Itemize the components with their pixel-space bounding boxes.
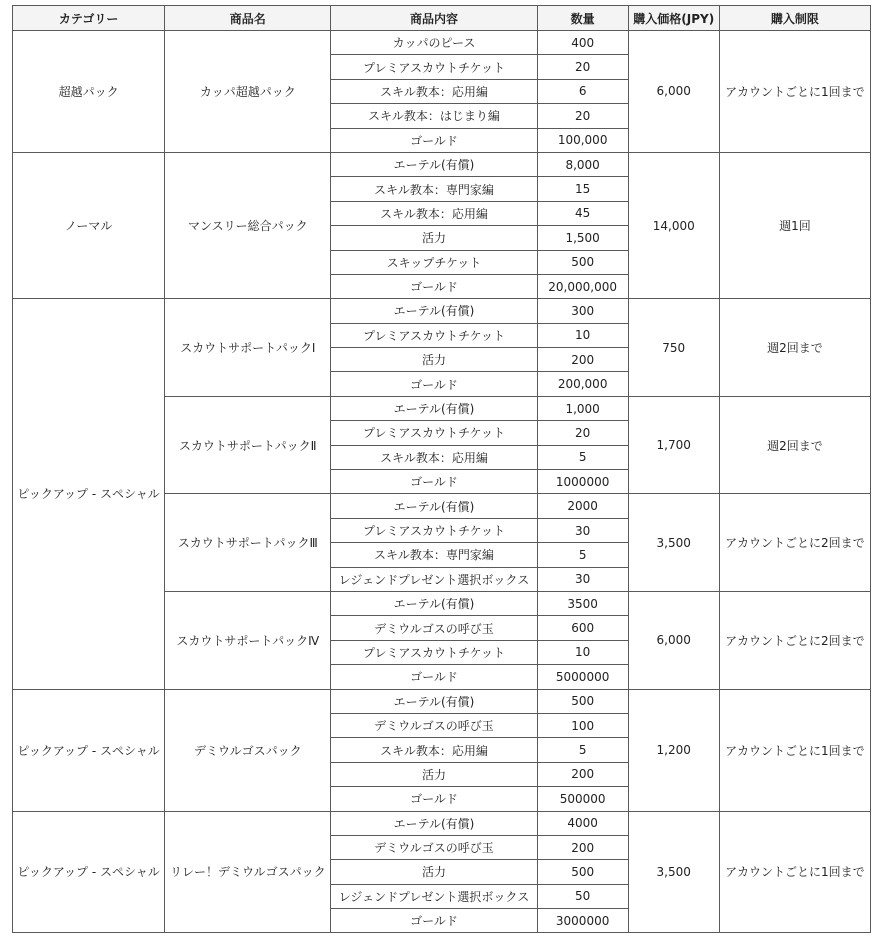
item-quantity-cell: 20: [537, 104, 628, 128]
item-quantity-cell: 20: [537, 55, 628, 79]
item-quantity-cell: 2000: [537, 494, 628, 518]
item-quantity-cell: 10: [537, 323, 628, 347]
category-cell: 超越パック: [13, 31, 165, 153]
price-cell: 750: [628, 299, 719, 397]
item-name-cell: プレミアスカウトチケット: [331, 640, 537, 664]
product-name-cell: スカウトサポートパックⅣ: [165, 591, 331, 689]
item-quantity-cell: 600: [537, 616, 628, 640]
item-name-cell: エーテル(有償): [331, 591, 537, 615]
item-quantity-cell: 3000000: [537, 909, 628, 933]
product-name-cell: スカウトサポートパックⅡ: [165, 396, 331, 494]
header-limit: 購入制限: [719, 6, 870, 31]
header-quantity: 数量: [537, 6, 628, 31]
item-quantity-cell: 1,500: [537, 226, 628, 250]
item-quantity-cell: 10: [537, 640, 628, 664]
product-name-cell: デミウルゴスパック: [165, 689, 331, 811]
item-quantity-cell: 1,000: [537, 396, 628, 420]
category-cell: ピックアップ - スペシャル: [13, 299, 165, 689]
item-quantity-cell: 5: [537, 738, 628, 762]
item-name-cell: ゴールド: [331, 372, 537, 396]
item-name-cell: 活力: [331, 762, 537, 786]
item-quantity-cell: 500000: [537, 787, 628, 811]
price-cell: 6,000: [628, 31, 719, 153]
item-name-cell: プレミアスカウトチケット: [331, 323, 537, 347]
item-name-cell: 活力: [331, 226, 537, 250]
price-cell: 6,000: [628, 591, 719, 689]
item-name-cell: スキル教本：専門家編: [331, 177, 537, 201]
item-name-cell: ゴールド: [331, 787, 537, 811]
table-body: [13, 31, 871, 933]
table-row: [13, 299, 871, 323]
limit-cell: 週2回まで: [719, 299, 870, 397]
item-quantity-cell: 5: [537, 445, 628, 469]
item-name-cell: スキル教本：応用編: [331, 445, 537, 469]
item-quantity-cell: 50: [537, 884, 628, 908]
item-quantity-cell: 300: [537, 299, 628, 323]
item-quantity-cell: 30: [537, 518, 628, 542]
item-quantity-cell: 6: [537, 79, 628, 103]
table-row: [13, 689, 871, 713]
item-name-cell: ゴールド: [331, 274, 537, 298]
item-quantity-cell: 30: [537, 567, 628, 591]
item-name-cell: スキル教本：応用編: [331, 738, 537, 762]
limit-cell: 週1回: [719, 152, 870, 298]
item-name-cell: スキル教本：専門家編: [331, 543, 537, 567]
item-name-cell: スキル教本：応用編: [331, 201, 537, 225]
item-name-cell: プレミアスカウトチケット: [331, 55, 537, 79]
item-quantity-cell: 100: [537, 713, 628, 737]
item-quantity-cell: 200: [537, 762, 628, 786]
price-cell: 14,000: [628, 152, 719, 298]
product-name-cell: カッパ超越パック: [165, 31, 331, 153]
item-quantity-cell: 45: [537, 201, 628, 225]
item-name-cell: プレミアスカウトチケット: [331, 518, 537, 542]
item-name-cell: デミウルゴスの呼び玉: [331, 713, 537, 737]
limit-cell: アカウントごとに2回まで: [719, 591, 870, 689]
item-name-cell: プレミアスカウトチケット: [331, 421, 537, 445]
item-quantity-cell: 500: [537, 860, 628, 884]
price-cell: 3,500: [628, 494, 719, 592]
item-quantity-cell: 15: [537, 177, 628, 201]
item-name-cell: エーテル(有償): [331, 811, 537, 835]
item-name-cell: エーテル(有償): [331, 494, 537, 518]
item-name-cell: レジェンドプレゼント選択ボックス: [331, 567, 537, 591]
item-quantity-cell: 20: [537, 421, 628, 445]
item-quantity-cell: 20,000,000: [537, 274, 628, 298]
product-name-cell: スカウトサポートパックⅢ: [165, 494, 331, 592]
product-name-cell: マンスリー総合パック: [165, 152, 331, 298]
header-contents: 商品内容: [331, 6, 537, 31]
item-quantity-cell: 4000: [537, 811, 628, 835]
item-name-cell: エーテル(有償): [331, 396, 537, 420]
item-name-cell: ゴールド: [331, 909, 537, 933]
header-price: 購入価格(JPY): [628, 6, 719, 31]
category-cell: ピックアップ - スペシャル: [13, 689, 165, 811]
item-name-cell: スキル教本：はじまり編: [331, 104, 537, 128]
product-name-cell: リレー！デミウルゴスパック: [165, 811, 331, 933]
item-quantity-cell: 500: [537, 689, 628, 713]
item-name-cell: スキル教本：応用編: [331, 79, 537, 103]
table-row: [13, 811, 871, 835]
item-name-cell: ゴールド: [331, 128, 537, 152]
item-name-cell: カッパのピース: [331, 31, 537, 55]
item-quantity-cell: 1000000: [537, 470, 628, 494]
price-cell: 1,200: [628, 689, 719, 811]
limit-cell: アカウントごとに1回まで: [719, 31, 870, 153]
item-name-cell: 活力: [331, 348, 537, 372]
item-quantity-cell: 400: [537, 31, 628, 55]
category-cell: ノーマル: [13, 152, 165, 298]
item-quantity-cell: 500: [537, 250, 628, 274]
item-quantity-cell: 3500: [537, 591, 628, 615]
item-name-cell: エーテル(有償): [331, 689, 537, 713]
item-name-cell: エーテル(有償): [331, 152, 537, 176]
item-quantity-cell: 5: [537, 543, 628, 567]
header-product-name: 商品名: [165, 6, 331, 31]
item-name-cell: レジェンドプレゼント選択ボックス: [331, 884, 537, 908]
item-quantity-cell: 200: [537, 348, 628, 372]
limit-cell: アカウントごとに1回まで: [719, 689, 870, 811]
header-category: カテゴリー: [13, 6, 165, 31]
item-name-cell: スキップチケット: [331, 250, 537, 274]
item-quantity-cell: 5000000: [537, 665, 628, 689]
item-quantity-cell: 200: [537, 835, 628, 859]
item-name-cell: エーテル(有償): [331, 299, 537, 323]
table-header: [13, 6, 871, 31]
item-name-cell: ゴールド: [331, 470, 537, 494]
limit-cell: アカウントごとに2回まで: [719, 494, 870, 592]
item-quantity-cell: 200,000: [537, 372, 628, 396]
product-name-cell: スカウトサポートパックⅠ: [165, 299, 331, 397]
item-quantity-cell: 100,000: [537, 128, 628, 152]
table-row: [13, 152, 871, 176]
item-name-cell: デミウルゴスの呼び玉: [331, 616, 537, 640]
price-cell: 1,700: [628, 396, 719, 494]
table-row: [13, 31, 871, 55]
limit-cell: 週2回まで: [719, 396, 870, 494]
item-name-cell: デミウルゴスの呼び玉: [331, 835, 537, 859]
item-quantity-cell: 8,000: [537, 152, 628, 176]
category-cell: ピックアップ - スペシャル: [13, 811, 165, 933]
price-cell: 3,500: [628, 811, 719, 933]
item-name-cell: ゴールド: [331, 665, 537, 689]
item-name-cell: 活力: [331, 860, 537, 884]
limit-cell: アカウントごとに1回まで: [719, 811, 870, 933]
pack-table: [12, 5, 871, 933]
